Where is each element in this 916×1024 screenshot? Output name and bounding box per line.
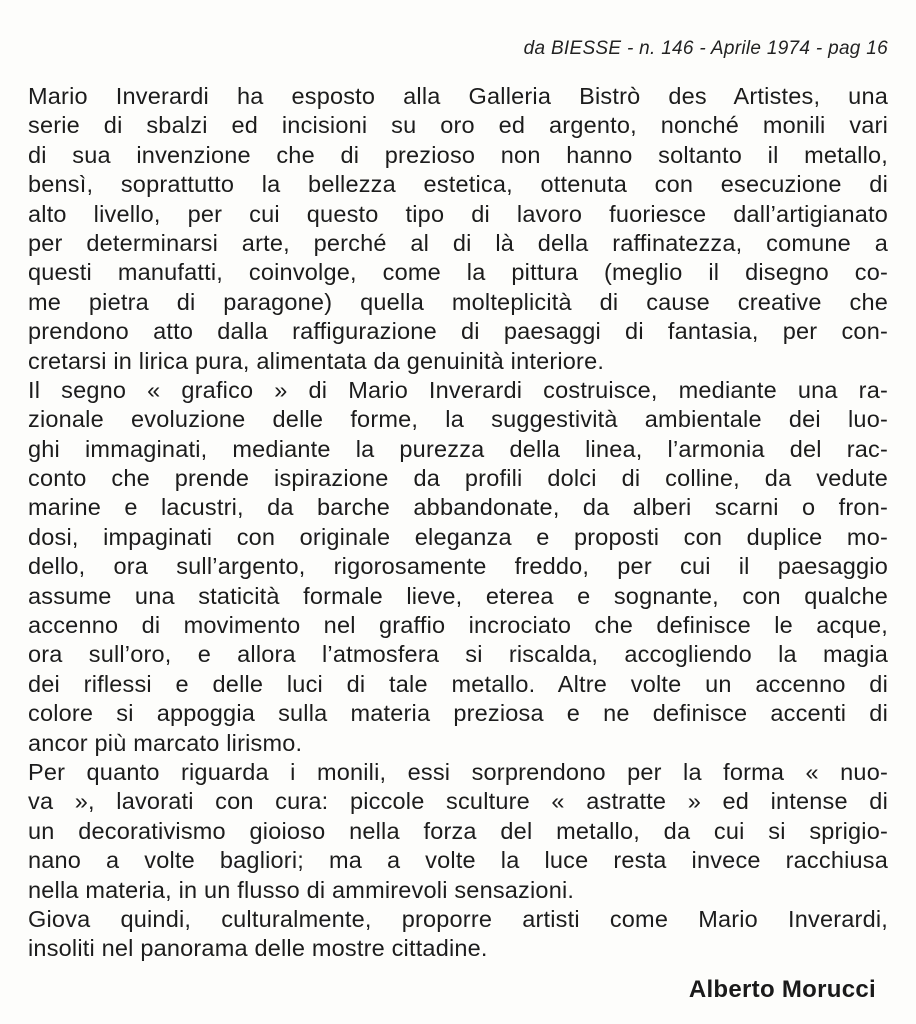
- author-signature: Alberto Morucci: [688, 976, 876, 1003]
- article-line: Per quanto riguarda i monili, essi sorprendono per la forma « nuo-: [28, 758, 888, 785]
- article-line: di sua invenzione che di prezioso non hanno soltanto il metallo,: [28, 141, 888, 168]
- article-line: colore si appoggia sulla materia preziosa e ne definisce accenti di: [28, 700, 888, 727]
- article-line: per determinarsi arte, perché al di là della raffinatezza, comune a: [28, 229, 888, 256]
- article-body: [28, 82, 888, 964]
- article-line: ora sull’oro, e allora l’atmosfera si riscalda, accogliendo la magia: [28, 641, 888, 668]
- article-line: bensì, soprattutto la bellezza estetica, ottenuta con esecuzione di: [28, 171, 888, 198]
- article-line: nano a volte bagliori; ma a volte la luce resta invece racchiusa: [28, 847, 888, 874]
- article-line: serie di sbalzi ed incisioni su oro ed argento, nonché monili vari: [28, 112, 888, 139]
- article-line: dei riflessi e delle luci di tale metallo. Altre volte un accenno di: [28, 670, 888, 697]
- page-header: da BIESSE - n. 146 - Aprile 1974 - pag 16: [523, 38, 888, 59]
- article-line: Mario Inverardi ha esposto alla Galleria Bistrò des Artistes, una: [28, 83, 888, 109]
- article-line: me pietra di paragone) quella molteplicità di cause creative che: [28, 288, 888, 315]
- article-line: Giova quindi, culturalmente, proporre artisti come Mario Inverardi,: [28, 905, 888, 932]
- article-line: dello, ora sull’argento, rigorosamente freddo, per cui il paesaggio: [28, 553, 888, 580]
- article-line: dosi, impaginati con originale eleganza e proposti con duplice mo-: [28, 523, 888, 550]
- article-line: un decorativismo gioioso nella forza del metallo, da cui si sprigio-: [28, 817, 888, 844]
- article-line: Il segno « grafico » di Mario Inverardi costruisce, mediante una ra-: [28, 376, 888, 403]
- article-line: ancor più marcato lirismo.: [28, 729, 303, 756]
- article-line: conto che prende ispirazione da profili dolci di colline, da vedute: [28, 465, 888, 492]
- article-line: nella materia, in un flusso di ammirevoli sensazioni.: [28, 876, 575, 903]
- article-line: questi manufatti, coinvolge, come la pittura (meglio il disegno co-: [28, 259, 888, 286]
- article-line: ghi immaginati, mediante la purezza della linea, l’armonia del rac-: [28, 435, 888, 462]
- article-line: accenno di movimento nel graffio incrociato che definisce le acque,: [28, 612, 888, 639]
- article-line: prendono atto dalla raffigurazione di paesaggi di fantasia, per con-: [28, 318, 888, 345]
- article-line: marine e lacustri, da barche abbandonate, da alberi scarni o fron-: [28, 494, 888, 521]
- article-line: zionale evoluzione delle forme, la suggestività ambientale dei luo-: [28, 406, 888, 433]
- article-line: cretarsi in lirica pura, alimentata da genuinità interiore.: [28, 347, 605, 374]
- article-line: va », lavorati con cura: piccole sculture « astratte » ed intense di: [28, 788, 888, 815]
- article-line: assume una staticità formale lieve, eterea e sognante, con qualche: [28, 582, 888, 609]
- article-line: alto livello, per cui questo tipo di lavoro fuoriesce dall’artigianato: [28, 200, 888, 227]
- article-line: insoliti nel panorama delle mostre cittadine.: [28, 935, 488, 962]
